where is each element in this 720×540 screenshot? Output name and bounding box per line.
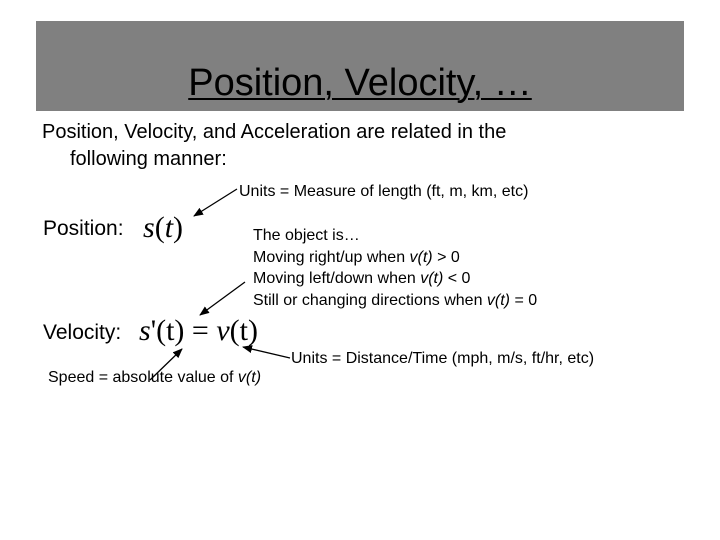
speed-note: Speed = absolute value of v(t) xyxy=(48,369,262,386)
velocity-units-note: Units = Distance/Time (mph, m/s, ft/hr, etc) xyxy=(291,350,595,367)
intro-line-2: following manner: xyxy=(70,148,227,170)
slide-title: Position, Velocity, … xyxy=(188,62,532,104)
still-line: Still or changing directions when v(t) = 0 xyxy=(253,291,538,309)
position-label: Position: xyxy=(43,217,124,240)
position-arg: t xyxy=(164,211,174,244)
velocity-equals: = xyxy=(184,314,217,347)
velocity-rhs-fn: v xyxy=(216,314,230,347)
velocity-rhs-arg: (t) xyxy=(229,314,258,347)
position-fn: s xyxy=(143,211,155,244)
object-header: The object is… xyxy=(253,227,360,244)
moving-right-line: Moving right/up when v(t) > 0 xyxy=(253,248,460,266)
moving-left-line: Moving left/down when v(t) < 0 xyxy=(253,270,471,287)
velocity-lhs-fn: s xyxy=(139,314,151,347)
arrow-velocity-units xyxy=(243,347,290,358)
velocity-lhs-arg: (t) xyxy=(156,314,185,347)
intro-line-1: Position, Velocity, and Acceleration are related in the xyxy=(42,121,507,143)
velocity-prime: ' xyxy=(150,314,157,347)
position-arg-close: ) xyxy=(173,211,184,244)
velocity-label: Velocity: xyxy=(43,321,122,344)
arrow-to-velocity xyxy=(200,282,245,315)
position-units-note: Units = Measure of length (ft, m, km, etc) xyxy=(239,183,529,200)
arrow-speed xyxy=(150,349,182,380)
position-arg-open: ( xyxy=(154,211,165,244)
arrow-position-units xyxy=(194,189,237,216)
